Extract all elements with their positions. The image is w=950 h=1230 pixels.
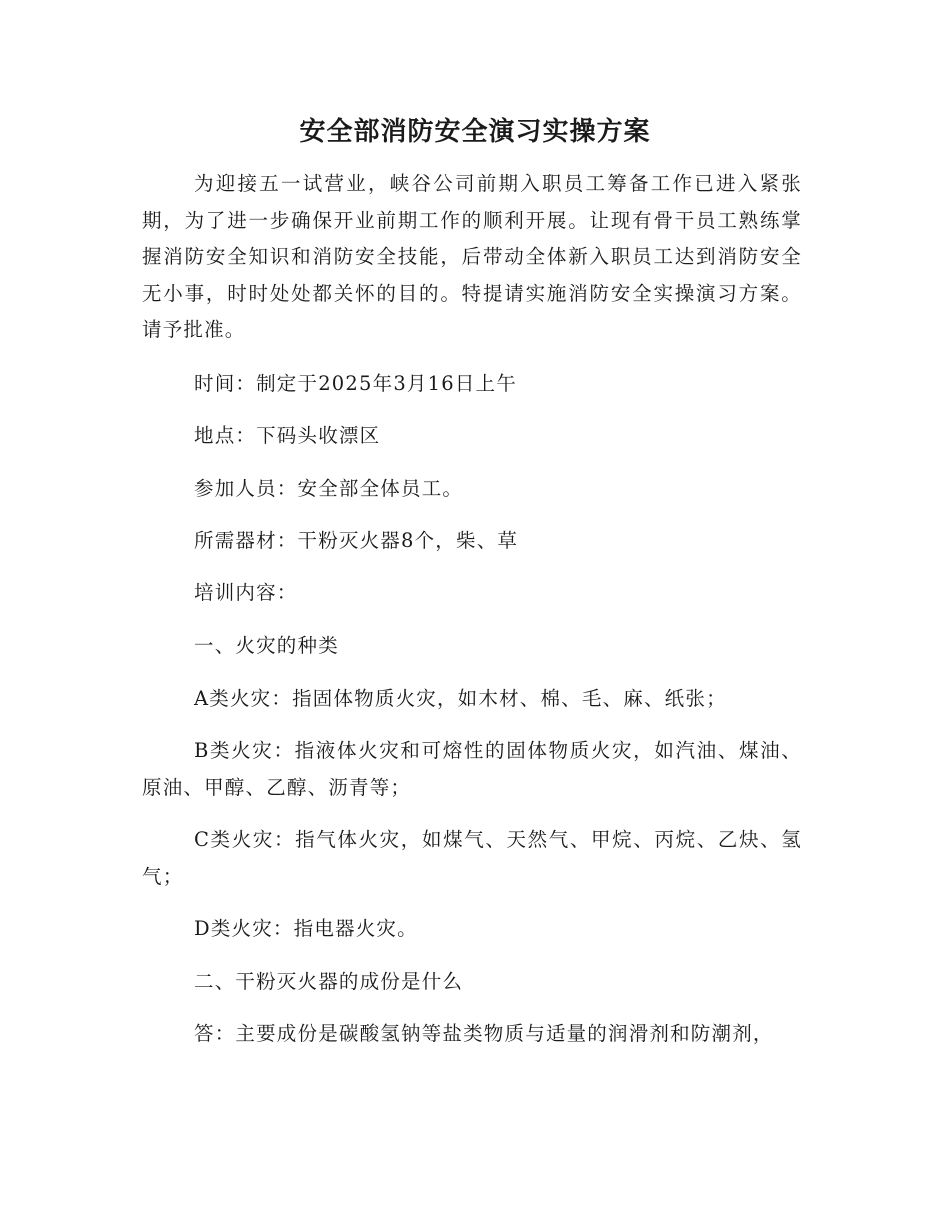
time-line: 时间：制定于2025年3月16日上午 bbox=[194, 372, 517, 395]
participants-line: 参加人员：安全部全体员工。 bbox=[194, 477, 464, 500]
fire-class-b: B类火灾：指液体火灾和可熔性的固体物质火灾，如汽油、煤油、原油、甲醇、乙醇、沥青等； bbox=[142, 739, 802, 799]
fire-class-d: D类火灾：指电器火灾。 bbox=[194, 917, 418, 940]
fire-class-c: C类火灾：指气体火灾，如煤气、天然气、甲烷、丙烷、乙炔、氢气； bbox=[142, 828, 802, 888]
location-line: 地点：下码头收漂区 bbox=[194, 424, 381, 447]
training-label: 培训内容： bbox=[194, 581, 298, 604]
intro-paragraph: 为迎接五一试营业，峡谷公司前期入职员工筹备工作已进入紧张期，为了进一步确保开业前期工作的顺利开展。让现有骨干员工熟练掌握消防安全知识和消防安全技能，后带动全体新入职员工达到消防安全无小事，时时处处都关怀的目的。特提请实施消防安全实操演习方案。请予批准。 bbox=[142, 172, 802, 341]
section2-heading: 二、干粉灭火器的成份是什么 bbox=[194, 970, 464, 993]
fire-class-a: A类火灾：指固体物质火灾，如木材、棉、毛、麻、纸张； bbox=[194, 687, 727, 710]
document-title: 安全部消防安全演习实操方案 bbox=[299, 117, 651, 147]
answer-paragraph: 答：主要成份是碳酸氢钠等盐类物质与适量的润滑剂和防潮剂， bbox=[194, 1022, 774, 1045]
equipment-line: 所需器材：干粉灭火器8个，柴、草 bbox=[194, 529, 519, 552]
section1-heading: 一、火灾的种类 bbox=[194, 634, 339, 657]
